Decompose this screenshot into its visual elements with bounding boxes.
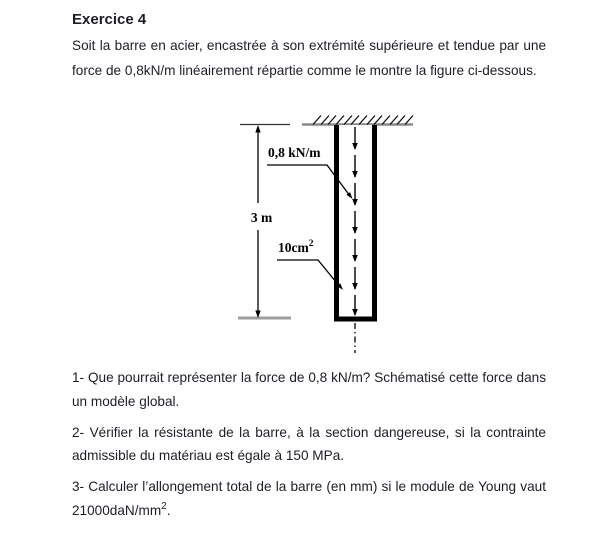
question-2-line-1: 2- Vérifier la résistante de la barre, à la section dangereuse, si la contrainte: [72, 424, 546, 440]
support-hatching-icon: [313, 116, 413, 125]
intro-line-1: Soit la barre en acier, encastrée à son extrémité supérieure et tendue par une: [72, 38, 546, 53]
young-modulus-exponent: 2: [161, 500, 167, 512]
intro-line-2: force de 0,8kN/m linéairement répartie comme le montre la figure ci-dessous.: [72, 63, 537, 78]
bar-figure-svg: [215, 108, 430, 358]
length-label: 3 m: [250, 210, 273, 225]
question-1-line-2: un modèle global.: [72, 393, 180, 409]
question-2: [72, 421, 546, 468]
section-leader-line: [277, 260, 341, 288]
bar-figure: [215, 108, 430, 358]
question-1-line-1: 1- Que pourrait représenter la force de 0,8 kN/m? Schématisé cette force dans: [72, 370, 546, 385]
question-3: [72, 475, 546, 524]
question-1: [72, 366, 546, 413]
intro-paragraph: [72, 33, 546, 83]
question-3-line-1: 3- Calculer l’allongement total de la barre (en mm) si le module de Young vaut: [72, 479, 546, 494]
questions-block: [72, 366, 546, 532]
dimension-arrow-up-icon: [255, 125, 260, 133]
question-2-line-2: admissible du matériau est égale à 150 MPa.: [72, 448, 345, 463]
exercise-title: Exercice 4: [72, 11, 147, 28]
question-3-line-2: $21000daN/mm^2$.: [72, 500, 171, 518]
load-label: 0,8 kN/m: [268, 145, 321, 160]
section-label: $10cm^2$: [278, 239, 314, 255]
